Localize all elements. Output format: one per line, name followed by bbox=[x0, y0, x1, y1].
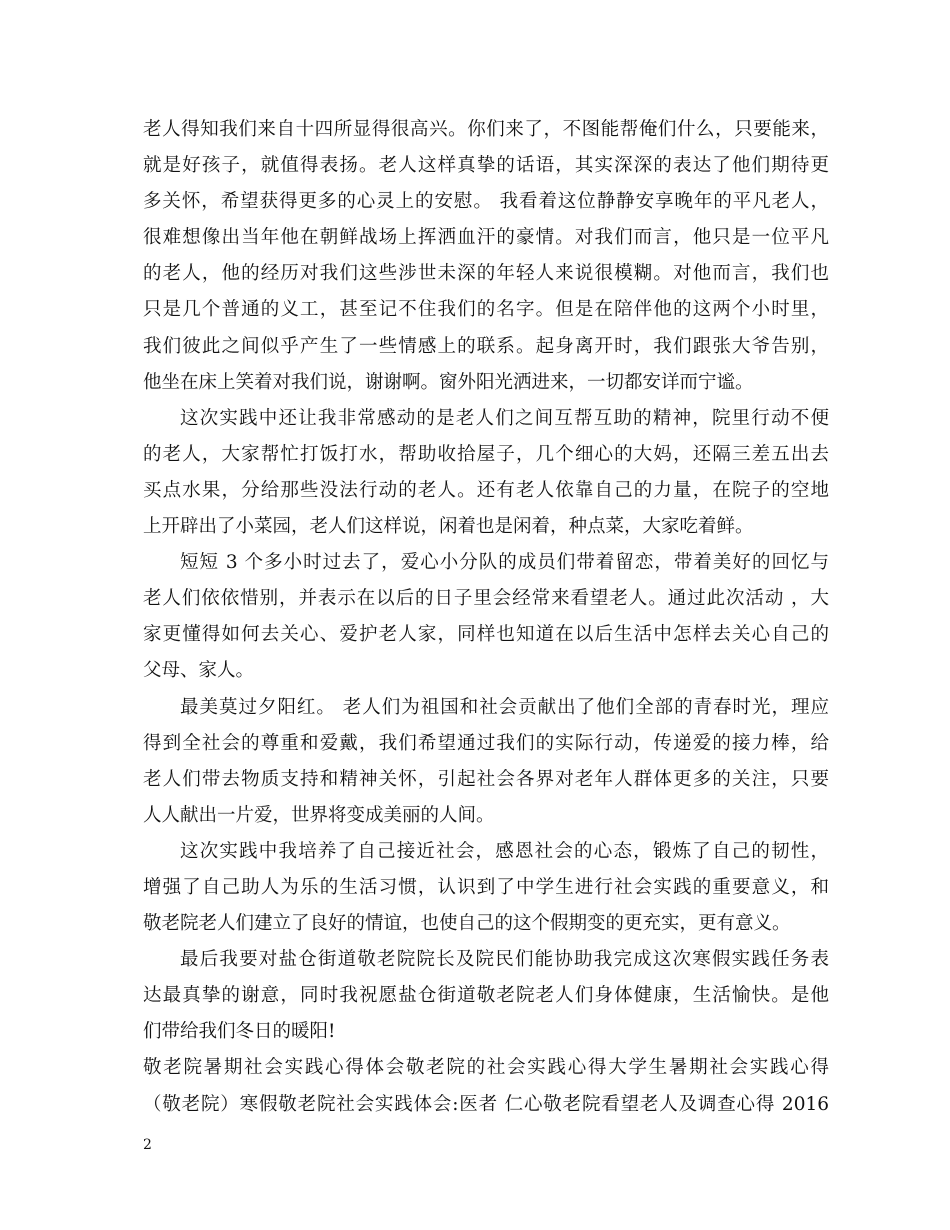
text-line: 多关怀，希望获得更多的心灵上的安慰。 我看着这位静静安享晚年的平凡老人， bbox=[143, 191, 829, 213]
text-line: 敬老院暑期社会实践心得体会敬老院的社会实践心得大学生暑期社会实践心得 bbox=[143, 1057, 829, 1079]
text-line: 达最真挚的谢意，同时我祝愿盐仓街道敬老院老人们身体健康，生活愉快。是他 bbox=[143, 985, 829, 1007]
text-line: 老人们依依惜别，并表示在以后的日子里会经常来看望老人。通过此次活动 ，大 bbox=[143, 588, 829, 610]
text-line: 家更懂得如何去关心、爱护老人家，同样也知道在以后生活中怎样去关心自己的 bbox=[143, 624, 829, 646]
text-line: 只是几个普通的义工，甚至记不住我们的名字。但是在陪伴他的这两个小时里， bbox=[143, 299, 829, 321]
body-text bbox=[143, 112, 829, 1123]
page-number: 2 bbox=[143, 1137, 152, 1153]
text-line: 敬老院老人们建立了良好的情谊，也使自己的这个假期变的更充实，更有意义。 bbox=[143, 913, 791, 935]
text-line: 老人们带去物质支持和精神关怀，引起社会各界对老年人群体更多的关注，只要 bbox=[143, 768, 829, 790]
text-line: 很难想像出当年他在朝鲜战场上挥洒血汗的豪情。对我们而言，他只是一位平凡 bbox=[143, 227, 829, 249]
text-line: 短短 3 个多小时过去了，爱心小分队的成员们带着留恋，带着美好的回忆与 bbox=[180, 552, 829, 574]
text-line: 们带给我们冬日的暖阳! bbox=[143, 1021, 336, 1043]
text-line: 的老人，他的经历对我们这些涉世未深的年轻人来说很模糊。对他而言，我们也 bbox=[143, 263, 829, 285]
text-line: 上开辟出了小菜园，老人们这样说，闲着也是闲着，种点菜，大家吃着鲜。 bbox=[143, 516, 754, 538]
text-line: 人人献出一片爱，世界将变成美丽的人间。 bbox=[143, 804, 495, 826]
text-line: 得到全社会的尊重和爱戴，我们希望通过我们的实际行动，传递爱的接力棒，给 bbox=[143, 732, 829, 754]
text-line: 老人得知我们来自十四所显得很高兴。你们来了，不图能帮俺们什么，只要能来， bbox=[143, 119, 829, 140]
text-line: 父母、家人。 bbox=[143, 660, 255, 682]
text-line: （敬老院）寒假敬老院社会实践体会:医者 仁心敬老院看望老人及调查心得 2016 bbox=[143, 1093, 829, 1115]
text-line: 我们彼此之间似乎产生了一些情感上的联系。起身离开时，我们跟张大爷告别， bbox=[143, 335, 829, 357]
text-line: 增强了自己助人为乐的生活习惯，认识到了中学生进行社会实践的重要意义，和 bbox=[143, 876, 829, 898]
text-line: 最后我要对盐仓街道敬老院院长及院民们能协助我完成这次寒假实践任务表 bbox=[180, 949, 829, 971]
text-line: 买点水果，分给那些没法行动的老人。还有老人依靠自己的力量，在院子的空地 bbox=[143, 479, 829, 501]
text-line: 这次实践中我培养了自己接近社会，感恩社会的心态，锻炼了自己的韧性， bbox=[180, 840, 829, 862]
text-line: 就是好孩子，就值得表扬。老人这样真挚的话语，其实深深的表达了他们期待更 bbox=[143, 155, 829, 177]
text-line: 的老人，大家帮忙打饭打水，帮助收拾屋子，几个细心的大妈，还隔三差五出去 bbox=[143, 443, 829, 465]
text-line: 最美莫过夕阳红。 老人们为祖国和社会贡献出了他们全部的青春时光，理应 bbox=[180, 696, 829, 718]
text-line: 他坐在床上笑着对我们说，谢谢啊。窗外阳光洒进来，一切都安详而宁谧。 bbox=[143, 371, 754, 393]
text-line: 这次实践中还让我非常感动的是老人们之间互帮互助的精神，院里行动不便 bbox=[180, 407, 829, 429]
